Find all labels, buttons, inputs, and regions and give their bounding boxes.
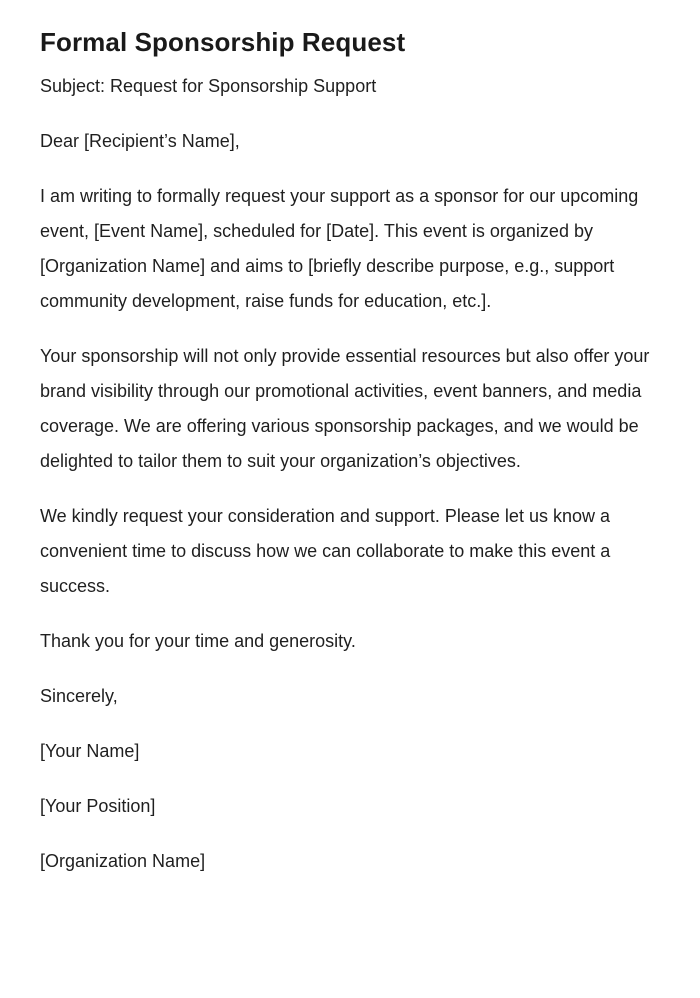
salutation: Dear [Recipient’s Name], (40, 131, 240, 151)
signature-organization: [Organization Name] (40, 851, 206, 871)
body-paragraph-2: Your sponsorship will not only provide essential resources but also offer your brand visibility through our promotional activities, event banners, and media coverage. We are offering various sponsorship packages, and we would be delighted to tailor them to suit your organization’s objectives. (40, 346, 650, 471)
body-paragraph-4: Thank you for your time and generosity. (40, 631, 356, 651)
page-title: Formal Sponsorship Request (40, 27, 406, 57)
closing: Sincerely, (40, 686, 118, 706)
body-paragraph-1: I am writing to formally request your support as a sponsor for our upcoming event, [Event Name], scheduled for [Date]. This event is organized by [Organization Name] and aims to [briefly describe purpose, e.g., support community development, raise funds for education, etc.]. (40, 186, 639, 311)
signature-position: [Your Position] (40, 796, 156, 816)
subject-line: Subject: Request for Sponsorship Support (40, 76, 377, 96)
signature-name: [Your Name] (40, 741, 140, 761)
body-paragraph-3: We kindly request your consideration and support. Please let us know a convenient time to discuss how we can collaborate to make this event a success. (40, 506, 611, 596)
